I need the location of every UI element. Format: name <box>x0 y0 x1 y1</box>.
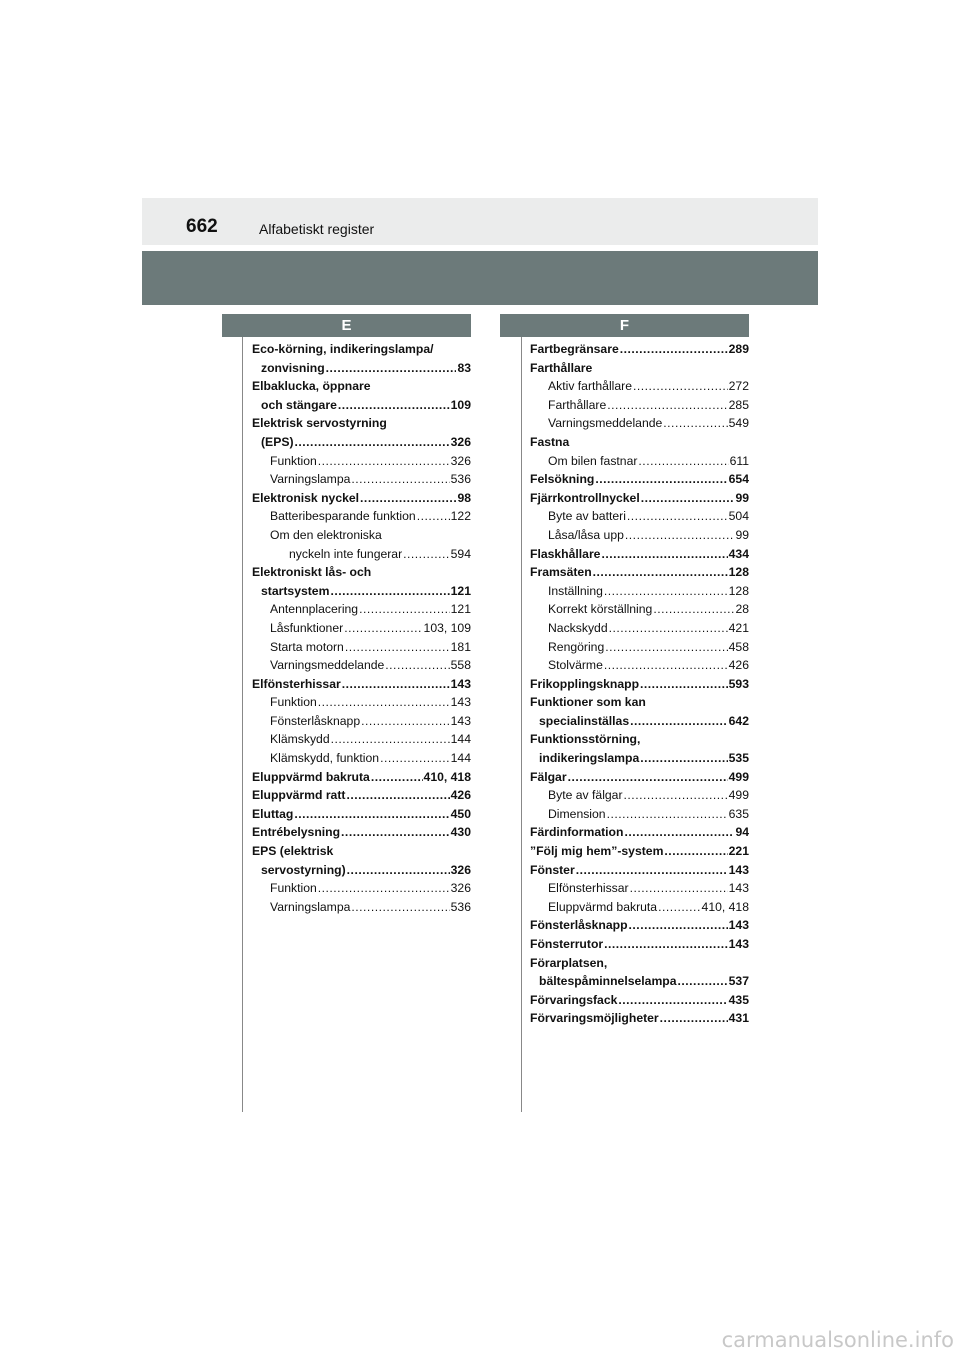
entry-term: bältespåminnelselampa <box>539 974 677 989</box>
entry-term: Batteribesparande funktion <box>270 509 416 524</box>
entry-term: Fönsterrutor <box>530 937 604 951</box>
dot-leader <box>345 638 450 657</box>
entry-term: ”Följ mig hem”-system <box>530 844 664 859</box>
dot-leader <box>601 545 727 564</box>
entry-term: servostyrning) <box>261 862 346 877</box>
index-entry <box>530 359 749 378</box>
index-entry <box>252 526 471 545</box>
entry-term: Felsökning <box>530 472 595 487</box>
entry-page-ref[interactable]: 99 <box>735 527 749 542</box>
entry-page-ref[interactable]: 143 <box>728 937 749 951</box>
index-entry <box>252 545 471 564</box>
entry-term: Elfönsterhissar <box>252 676 341 691</box>
entry-term: indikeringslampa <box>539 751 640 766</box>
index-entry <box>530 526 749 545</box>
index-entry <box>252 861 471 880</box>
index-entry <box>252 563 471 582</box>
entry-term: Elektroniskt lås- och <box>252 565 372 580</box>
column-rule-f <box>521 337 522 1112</box>
dot-leader <box>346 786 449 805</box>
dot-leader <box>627 507 728 526</box>
entry-page-ref[interactable]: 143 <box>728 918 749 933</box>
entry-term: Låsfunktioner <box>270 620 344 635</box>
dot-leader <box>607 805 728 824</box>
entry-page-ref[interactable]: 144 <box>450 751 471 766</box>
index-entry <box>252 898 471 917</box>
entry-term: Förarplatsen, <box>530 955 608 970</box>
dot-leader <box>351 470 449 489</box>
entry-page-ref[interactable]: 144 <box>450 732 471 747</box>
index-entry <box>252 693 471 712</box>
page-number: 662 <box>186 216 218 237</box>
dot-leader <box>640 675 728 694</box>
index-entry <box>252 452 471 471</box>
entry-term: Fartbegränsare <box>530 342 619 356</box>
entry-term: Eluttag <box>252 806 294 821</box>
entry-page-ref[interactable]: 103, 109 <box>423 620 471 635</box>
index-entry <box>530 805 749 824</box>
dot-leader <box>630 712 728 731</box>
dot-leader <box>658 898 700 917</box>
index-entry <box>530 916 749 935</box>
entry-page-ref[interactable]: 410, 418 <box>423 769 471 784</box>
dot-leader <box>624 786 728 805</box>
entry-term: Byte av batteri <box>548 509 626 524</box>
entry-page-ref[interactable]: 143 <box>450 713 471 728</box>
index-entry <box>530 730 749 749</box>
entry-page-ref[interactable]: 326 <box>450 862 471 877</box>
entry-term: Rengöring <box>548 639 605 654</box>
dot-leader <box>653 600 734 619</box>
entry-term: Inställning <box>548 583 603 598</box>
index-entry <box>530 749 749 768</box>
entry-page-ref[interactable]: 558 <box>450 658 471 673</box>
index-entry <box>252 823 471 842</box>
entry-page-ref[interactable]: 98 <box>457 490 471 505</box>
entry-term: Varningslampa <box>270 472 351 487</box>
entry-term: Förvaringsmöjligheter <box>530 1011 659 1026</box>
index-entry <box>252 749 471 768</box>
index-entry <box>252 600 471 619</box>
dot-leader <box>678 972 728 991</box>
entry-term: Varningsmeddelande <box>548 416 663 431</box>
dot-leader <box>604 582 728 601</box>
index-entry <box>530 582 749 601</box>
dot-leader <box>417 507 450 526</box>
entry-page-ref[interactable]: 410, 418 <box>701 899 749 914</box>
entry-page-ref[interactable]: 28 <box>735 602 749 617</box>
column-rule-e <box>242 337 243 1112</box>
section-letter-e: E <box>222 314 471 337</box>
index-column-f <box>530 340 749 1028</box>
entry-term: startsystem <box>261 583 330 598</box>
dot-leader <box>595 470 727 489</box>
index-entry <box>252 675 471 694</box>
entry-term: och stängare <box>261 397 337 412</box>
index-entry <box>252 470 471 489</box>
entry-term: Farthållare <box>548 397 607 412</box>
index-entry <box>252 377 471 396</box>
entry-term: Frikopplingsknapp <box>530 676 640 691</box>
dot-leader <box>338 396 450 415</box>
dot-leader <box>620 340 728 359</box>
entry-page-ref[interactable]: 143 <box>728 881 749 896</box>
entry-term: (EPS) <box>261 434 294 449</box>
entry-page-ref[interactable]: 83 <box>457 360 471 375</box>
dot-leader <box>361 712 450 731</box>
entry-page-ref[interactable]: 431 <box>728 1011 749 1026</box>
dot-leader <box>618 991 727 1010</box>
entry-term: Farthållare <box>530 360 593 375</box>
entry-page-ref[interactable]: 143 <box>728 862 749 877</box>
entry-page-ref[interactable]: 536 <box>450 899 471 914</box>
index-entry <box>530 396 749 415</box>
dot-leader <box>629 916 728 935</box>
entry-term: Elbaklucka, öppnare <box>252 379 371 394</box>
entry-term: nyckeln inte fungerar <box>289 546 403 561</box>
index-entry <box>252 582 471 601</box>
dot-leader <box>576 861 728 880</box>
entry-page-ref[interactable]: 181 <box>450 639 471 654</box>
dot-leader <box>344 619 422 638</box>
index-entry <box>530 991 749 1010</box>
index-entry <box>530 452 749 471</box>
entry-term: Om bilen fastnar <box>548 453 638 468</box>
index-entry <box>530 823 749 842</box>
index-entry <box>530 861 749 880</box>
watermark: carmanualsonline.info <box>721 1328 954 1352</box>
entry-term: Fälgar <box>530 769 567 784</box>
index-entry <box>530 433 749 452</box>
dot-leader <box>640 749 727 768</box>
dot-leader <box>403 545 450 564</box>
entry-term: Fönsterlåsknapp <box>530 918 628 933</box>
index-column-e <box>252 340 471 916</box>
entry-page-ref[interactable]: 536 <box>450 472 471 487</box>
entry-page-ref[interactable]: 128 <box>728 565 749 580</box>
index-entry <box>252 842 471 861</box>
dot-leader <box>607 396 727 415</box>
entry-page-ref[interactable]: 537 <box>728 974 749 989</box>
index-entry <box>252 786 471 805</box>
index-entry <box>252 768 471 787</box>
index-entry <box>530 693 749 712</box>
page-title: Alfabetiskt register <box>259 221 375 237</box>
entry-page-ref[interactable]: 94 <box>735 825 749 840</box>
entry-page-ref[interactable]: 326 <box>450 453 471 468</box>
dot-leader <box>664 842 727 861</box>
dot-leader <box>604 656 728 675</box>
entry-page-ref[interactable]: 594 <box>450 546 471 561</box>
entry-page-ref[interactable]: 143 <box>450 676 471 691</box>
dot-leader <box>624 823 734 842</box>
entry-term: Dimension <box>548 806 606 821</box>
entry-term: Nackskydd <box>548 620 608 635</box>
index-entry <box>530 842 749 861</box>
entry-term: Varningsmeddelande <box>270 658 385 673</box>
dot-leader <box>625 526 735 545</box>
entry-page-ref[interactable]: 326 <box>450 434 471 449</box>
dot-leader <box>371 768 423 787</box>
index-entry <box>252 638 471 657</box>
dot-leader <box>331 730 450 749</box>
entry-page-ref[interactable]: 121 <box>450 602 471 617</box>
entry-page-ref[interactable]: 434 <box>728 546 749 561</box>
entry-term: Funktion <box>270 881 317 896</box>
dot-leader <box>604 935 728 954</box>
entry-term: Fjärrkontrollnyckel <box>530 490 640 505</box>
entry-term: Byte av fälgar <box>548 788 623 803</box>
entry-page-ref[interactable]: 122 <box>450 509 471 524</box>
entry-term: Starta motorn <box>270 639 344 654</box>
entry-page-ref[interactable]: 549 <box>728 416 749 431</box>
entry-term: Färdinformation <box>530 825 624 840</box>
entry-term: Elfönsterhissar <box>548 881 629 896</box>
index-entry <box>530 414 749 433</box>
index-entry <box>530 563 749 582</box>
entry-term: Varningslampa <box>270 899 351 914</box>
entry-term: EPS (elektrisk <box>252 844 334 859</box>
entry-term: Funktion <box>270 695 317 710</box>
dot-leader <box>593 563 728 582</box>
entry-term: Låsa/låsa upp <box>548 527 624 542</box>
index-entry <box>530 656 749 675</box>
index-entry <box>530 340 749 359</box>
dot-leader <box>347 861 450 880</box>
dot-leader <box>330 582 449 601</box>
index-entry <box>530 972 749 991</box>
entry-term: Funktioner som kan <box>530 695 646 710</box>
index-entry <box>530 377 749 396</box>
dot-leader <box>326 359 457 378</box>
entry-term: Korrekt körställning <box>548 602 653 617</box>
index-entry <box>530 619 749 638</box>
index-entry <box>252 433 471 452</box>
index-entry <box>530 898 749 917</box>
entry-page-ref[interactable]: 143 <box>450 695 471 710</box>
section-letter-f: F <box>500 314 749 337</box>
dot-leader <box>318 452 450 471</box>
index-entry <box>530 470 749 489</box>
entry-term: Eluppvärmd bakruta <box>548 899 658 914</box>
entry-term: Om den elektroniska <box>270 527 382 542</box>
entry-term: Eco-körning, indikeringslampa/ <box>252 342 434 356</box>
dot-leader <box>660 1009 728 1028</box>
entry-term: Funktionsstörning, <box>530 732 641 747</box>
index-entry <box>530 507 749 526</box>
index-entry <box>252 712 471 731</box>
entry-page-ref[interactable]: 535 <box>728 751 749 766</box>
dot-leader <box>663 414 727 433</box>
entry-term: Eluppvärmd bakruta <box>252 769 370 784</box>
entry-page-ref[interactable]: 635 <box>728 806 749 821</box>
index-entry <box>252 730 471 749</box>
entry-term: Entrébelysning <box>252 825 341 840</box>
entry-term: Fastna <box>530 434 570 449</box>
entry-term: Framsäten <box>530 565 592 580</box>
index-entry <box>252 619 471 638</box>
entry-page-ref[interactable]: 499 <box>728 769 749 784</box>
index-entry <box>252 489 471 508</box>
entry-term: specialinställas <box>539 713 630 728</box>
entry-page-ref[interactable]: 99 <box>735 490 749 505</box>
index-entry <box>530 675 749 694</box>
index-entry <box>530 768 749 787</box>
index-entry <box>530 600 749 619</box>
entry-page-ref[interactable]: 426 <box>450 788 471 803</box>
entry-term: Stolvärme <box>548 658 603 673</box>
entry-page-ref[interactable]: 504 <box>728 509 749 524</box>
entry-term: Aktiv farthållare <box>548 379 632 394</box>
entry-page-ref[interactable]: 499 <box>728 788 749 803</box>
index-entry <box>252 414 471 433</box>
dot-leader <box>318 693 450 712</box>
index-entry <box>530 935 749 954</box>
entry-term: Förvaringsfack <box>530 992 618 1007</box>
entry-page-ref[interactable]: 121 <box>450 583 471 598</box>
entry-page-ref[interactable]: 272 <box>728 379 749 394</box>
entry-term: Klämskydd <box>270 732 330 747</box>
index-entry <box>252 656 471 675</box>
index-entry <box>530 1009 749 1028</box>
index-entry <box>530 489 749 508</box>
entry-page-ref[interactable]: 326 <box>450 881 471 896</box>
dot-leader <box>360 489 456 508</box>
dot-leader <box>351 898 449 917</box>
index-entry <box>252 879 471 898</box>
entry-term: Funktion <box>270 453 317 468</box>
entry-term: Fönster <box>530 862 575 877</box>
dot-leader <box>605 638 727 657</box>
dot-leader <box>638 452 728 471</box>
entry-page-ref[interactable]: 285 <box>728 397 749 412</box>
entry-page-ref[interactable]: 109 <box>450 397 471 412</box>
entry-page-ref[interactable]: 128 <box>728 583 749 598</box>
entry-term: Fönsterlåsknapp <box>270 713 361 728</box>
entry-term: Klämskydd, funktion <box>270 751 380 766</box>
index-entry <box>530 879 749 898</box>
dot-leader <box>294 805 449 824</box>
entry-term: zonvisning <box>261 360 325 375</box>
dot-leader <box>633 377 728 396</box>
entry-term: Elektronisk nyckel <box>252 490 360 505</box>
entry-term: Antennplacering <box>270 602 359 617</box>
entry-page-ref[interactable]: 435 <box>728 992 749 1007</box>
index-entry <box>530 638 749 657</box>
dot-leader <box>385 656 449 675</box>
index-entry <box>252 507 471 526</box>
index-entry <box>530 545 749 564</box>
entry-term: Eluppvärmd ratt <box>252 788 346 803</box>
index-entry <box>252 340 471 359</box>
dot-leader <box>295 433 450 452</box>
entry-page-ref[interactable]: 654 <box>728 472 749 487</box>
dot-leader <box>568 768 728 787</box>
entry-term: Flaskhållare <box>530 546 601 561</box>
index-entry <box>530 786 749 805</box>
entry-term: Elektrisk servostyrning <box>252 416 387 431</box>
index-entry <box>530 954 749 973</box>
entry-page-ref[interactable]: 289 <box>728 342 749 356</box>
index-entry <box>252 396 471 415</box>
dot-leader <box>318 879 450 898</box>
entry-page-ref[interactable]: 426 <box>728 658 749 673</box>
dot-leader <box>630 879 728 898</box>
dot-leader <box>341 823 450 842</box>
dot-leader <box>359 600 450 619</box>
dot-leader <box>641 489 735 508</box>
entry-page-ref[interactable]: 611 <box>729 453 749 468</box>
dot-leader <box>342 675 450 694</box>
entry-page-ref[interactable]: 593 <box>728 676 749 691</box>
dot-leader <box>380 749 450 768</box>
index-entry <box>530 712 749 731</box>
entry-page-ref[interactable]: 450 <box>450 806 471 821</box>
header-color-band <box>142 251 818 305</box>
header-top-band <box>142 198 818 245</box>
entry-page-ref[interactable]: 430 <box>450 825 471 840</box>
entry-page-ref[interactable]: 458 <box>728 639 749 654</box>
entry-page-ref[interactable]: 221 <box>728 844 749 859</box>
dot-leader <box>609 619 728 638</box>
entry-page-ref[interactable]: 421 <box>728 620 749 635</box>
index-entry <box>252 359 471 378</box>
entry-page-ref[interactable]: 642 <box>728 713 749 728</box>
index-entry <box>252 805 471 824</box>
